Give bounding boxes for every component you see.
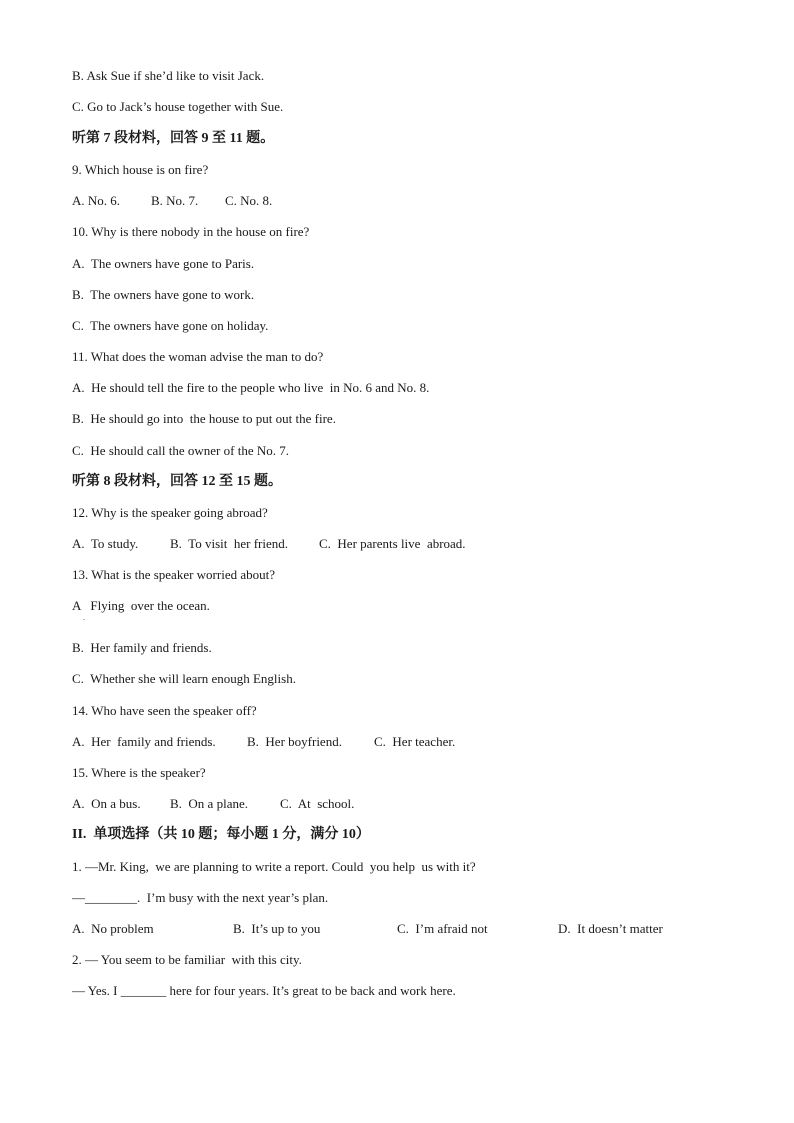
option: B. No. 7.	[151, 193, 199, 208]
option-line: B. Ask Sue if she’d like to visit Jack.	[72, 68, 265, 83]
question: 13. What is the speaker worried about?	[72, 567, 275, 582]
response-line: —________. I’m busy with the next year’s plan.	[72, 890, 329, 905]
question: 14. Who have seen the speaker off?	[72, 703, 257, 718]
option: A. No. 6.	[72, 193, 121, 208]
option: B. On a plane.	[170, 796, 248, 811]
option: D. It doesn’t matter	[558, 921, 663, 936]
stray-dot: .	[83, 613, 85, 622]
option-line: A Flying over the ocean.	[72, 598, 210, 613]
option-line: B. He should go into the house to put out the fire.	[72, 411, 336, 426]
option: C. I’m afraid not	[397, 921, 488, 936]
question: 10. Why is there nobody in the house on fire?	[72, 224, 310, 239]
option-line: A. The owners have gone to Paris.	[72, 256, 255, 271]
question: 9. Which house is on fire?	[72, 162, 209, 177]
option: A. On a bus.	[72, 796, 141, 811]
question: 12. Why is the speaker going abroad?	[72, 505, 268, 520]
question: 2. — You seem to be familiar with this city.	[72, 952, 302, 967]
option-line: B. The owners have gone to work.	[72, 287, 255, 302]
option: A. To study.	[72, 536, 139, 551]
option-line: C. He should call the owner of the No. 7.	[72, 443, 289, 458]
option-line: C. Go to Jack’s house together with Sue.	[72, 99, 284, 114]
section-heading: II. 单项选择（共 10 题；每小题 1 分，满分 10）	[72, 827, 370, 842]
question: 11. What does the woman advise the man to do?	[72, 349, 324, 364]
option: C. Her teacher.	[374, 734, 456, 749]
section-heading: 听第 7 段材料，回答 9 至 11 题。	[72, 131, 275, 146]
option: C. At school.	[280, 796, 355, 811]
option: B. It’s up to you	[233, 921, 321, 936]
option: C. No. 8.	[225, 193, 273, 208]
option: B. Her boyfriend.	[247, 734, 342, 749]
section-heading: 听第 8 段材料，回答 12 至 15 题。	[72, 474, 282, 489]
option: A. No problem	[72, 921, 154, 936]
option: C. Her parents live abroad.	[319, 536, 466, 551]
option-line: C. Whether she will learn enough English.	[72, 671, 296, 686]
option-line: A. He should tell the fire to the people who live in No. 6 and No. 8.	[72, 380, 430, 395]
option-line: C. The owners have gone on holiday.	[72, 318, 269, 333]
option: B. To visit her friend.	[170, 536, 289, 551]
question: 15. Where is the speaker?	[72, 765, 206, 780]
option: A. Her family and friends.	[72, 734, 216, 749]
question: 1. —Mr. King, we are planning to write a report. Could you help us with it?	[72, 859, 476, 874]
response-line: — Yes. I _______ here for four years. It’s great to be back and work here.	[72, 983, 456, 998]
option-line: B. Her family and friends.	[72, 640, 212, 655]
